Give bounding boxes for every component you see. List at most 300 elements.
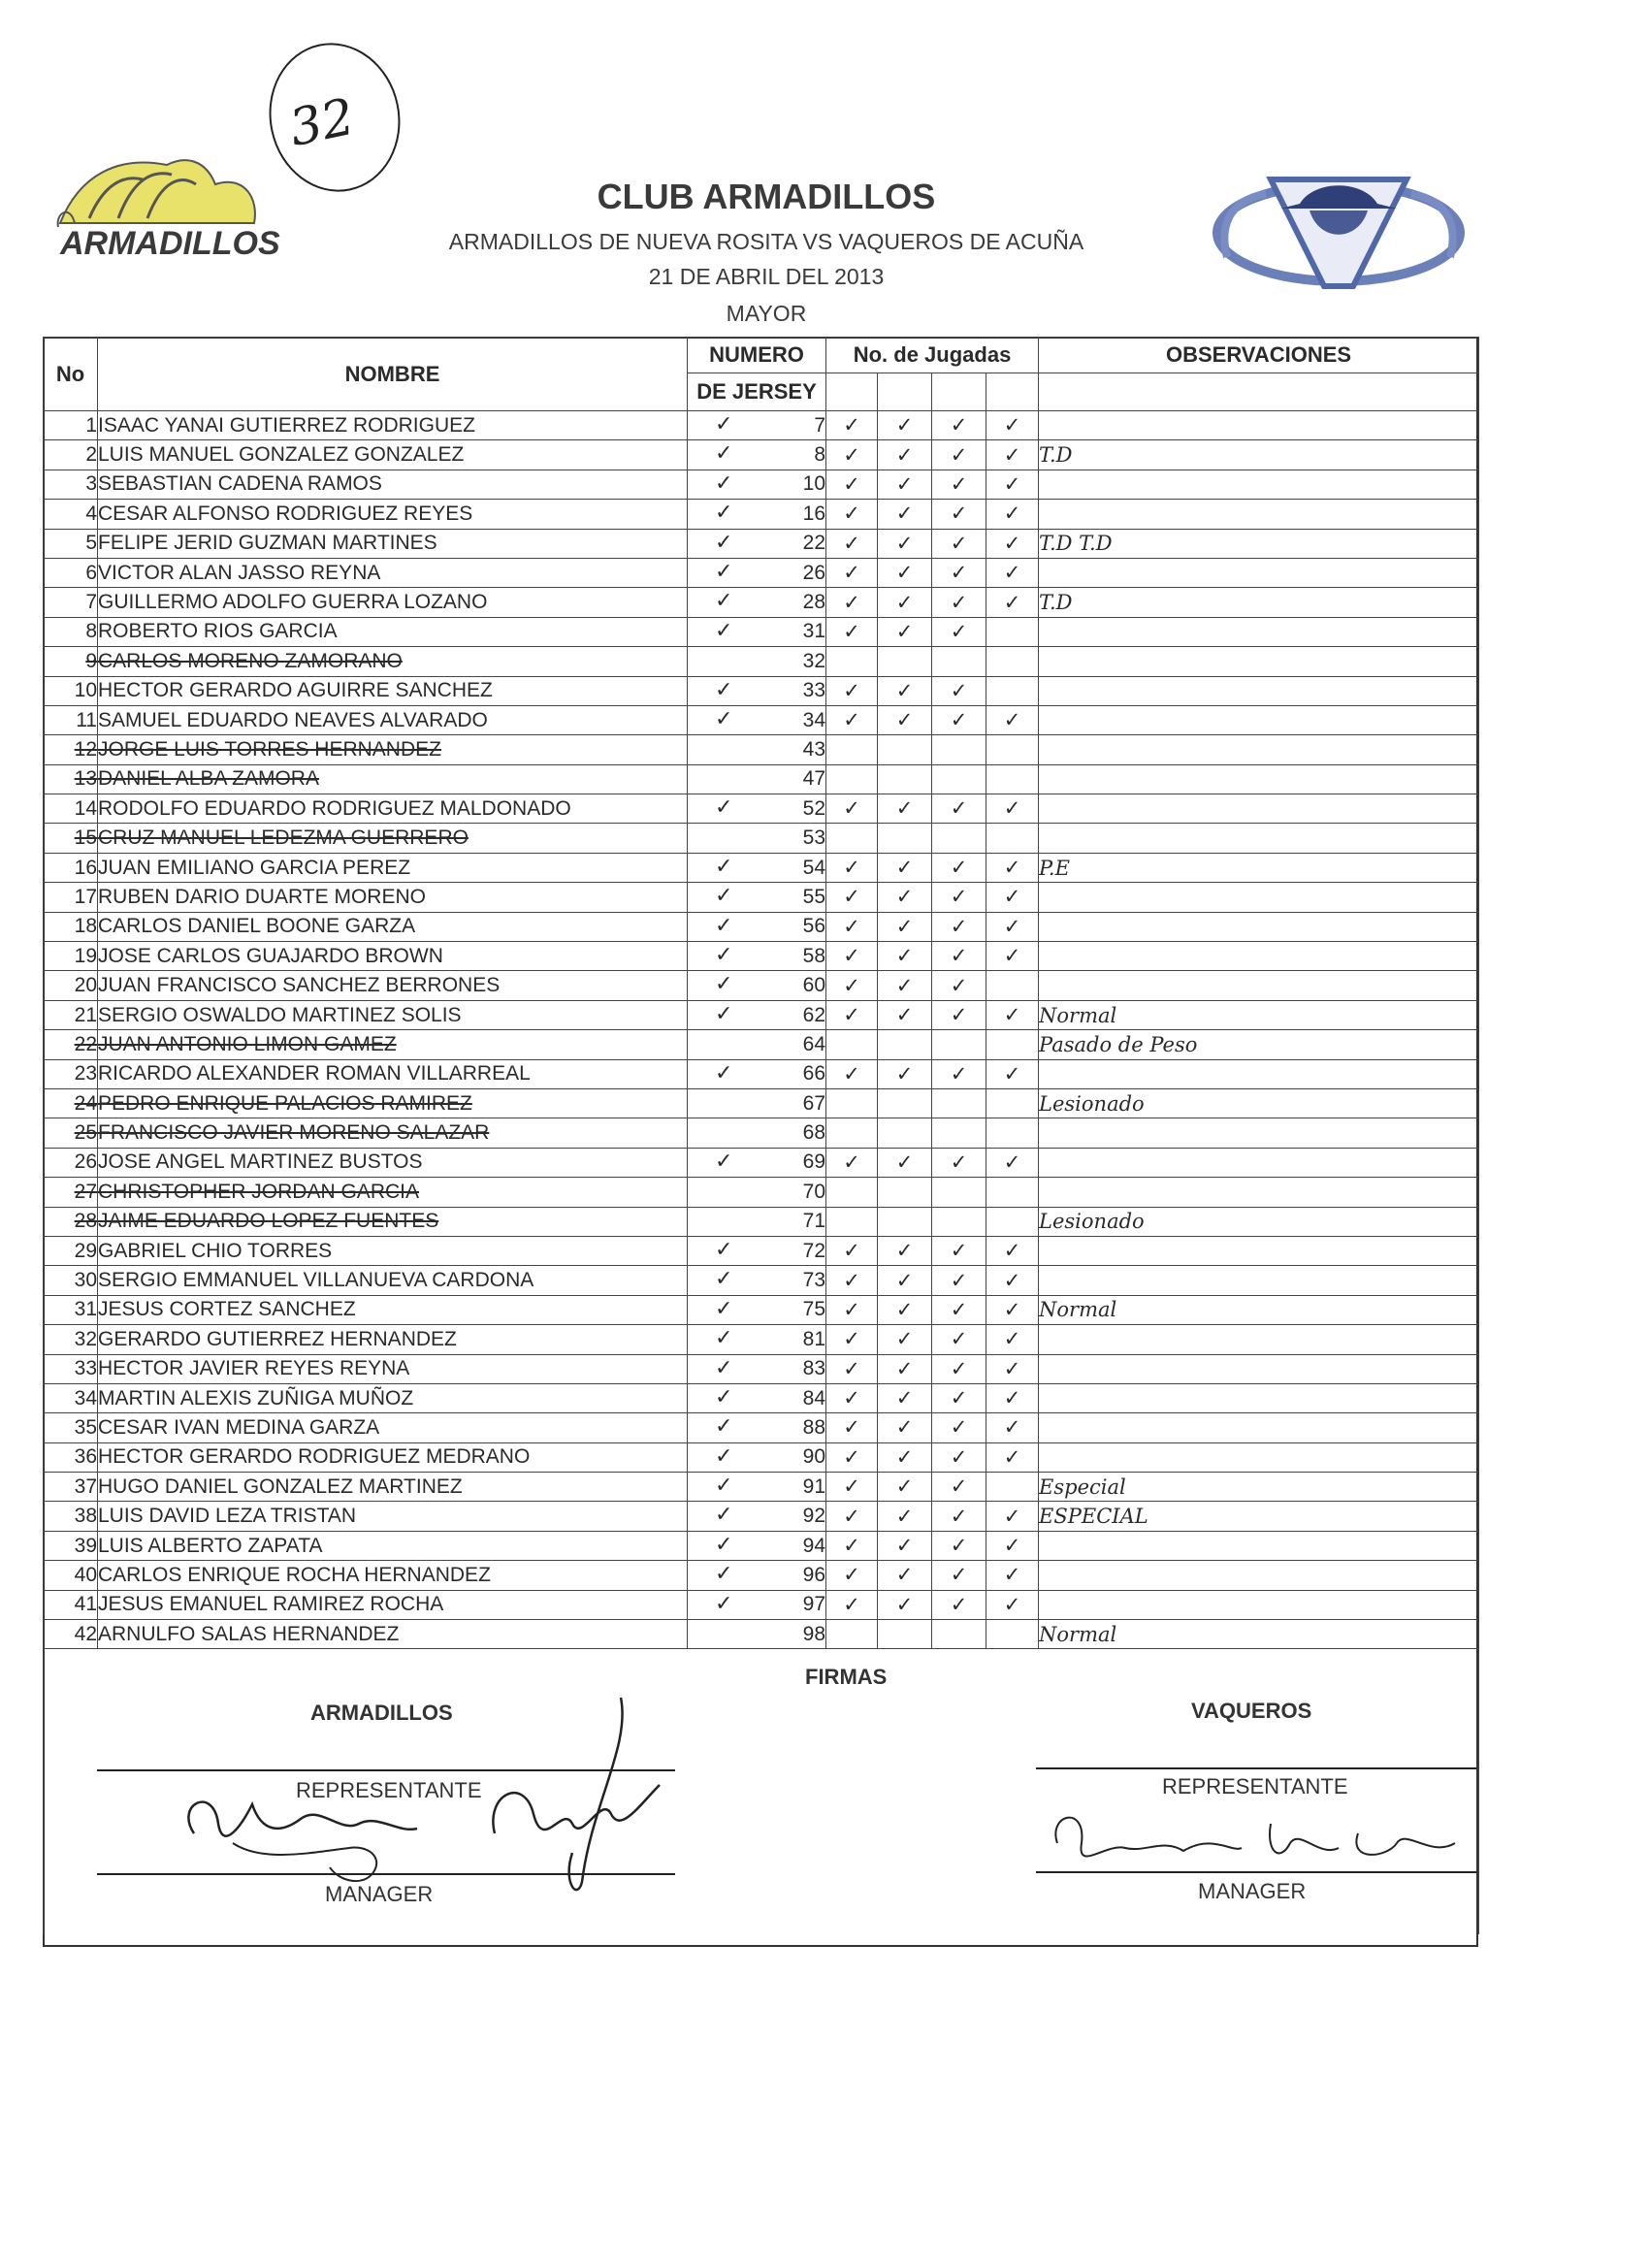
player-observation — [1039, 912, 1479, 941]
play-check-cell: ✓ — [878, 558, 932, 587]
player-row — [44, 1148, 1479, 1177]
player-number: 20 — [44, 971, 98, 1000]
player-number: 19 — [44, 942, 98, 971]
jersey-check-mark: ✓ — [715, 588, 733, 613]
player-name: LUIS ALBERTO ZAPATA — [98, 1531, 688, 1560]
player-number: 32 — [44, 1325, 98, 1354]
jersey-check-mark: ✓ — [715, 1590, 733, 1615]
play-check-cell: ✓ — [932, 1266, 986, 1295]
jersey-number: 56 — [802, 915, 825, 938]
player-jersey — [688, 705, 826, 734]
play-check-cell: ✓ — [932, 529, 986, 558]
player-name: JUAN ANTONIO LIMON GAMEZ — [98, 1030, 688, 1059]
play-check-cell: ✓ — [826, 942, 878, 971]
play-check-cell — [878, 1620, 932, 1649]
jersey-number: 8 — [814, 443, 825, 467]
play-check-cell: ✓ — [986, 558, 1039, 587]
player-observation — [1039, 1059, 1479, 1088]
play-check-cell — [986, 647, 1039, 676]
player-name: JORGE LUIS TORRES HERNANDEZ — [98, 735, 688, 764]
play-check-cell: ✓ — [932, 1236, 986, 1265]
play-check-cell: ✓ — [878, 676, 932, 705]
player-row — [44, 558, 1479, 587]
player-name: ARNULFO SALAS HERNANDEZ — [98, 1620, 688, 1649]
player-observation — [1039, 705, 1479, 734]
player-name: RICARDO ALEXANDER ROMAN VILLARREAL — [98, 1059, 688, 1088]
play-check-cell: ✓ — [986, 411, 1039, 440]
play-check-cell: ✓ — [932, 588, 986, 617]
player-name: JAIME EDUARDO LOPEZ FUENTES — [98, 1207, 688, 1236]
player-observation — [1039, 1590, 1479, 1619]
jersey-number: 66 — [802, 1062, 825, 1085]
play-check-cell: ✓ — [826, 529, 878, 558]
play-check-cell — [932, 824, 986, 853]
play-check-cell: ✓ — [878, 1266, 932, 1295]
jersey-number: 10 — [802, 472, 825, 496]
player-observation: Normal — [1039, 1295, 1479, 1324]
player-name: SEBASTIAN CADENA RAMOS — [98, 470, 688, 499]
player-name: GABRIEL CHIO TORRES — [98, 1236, 688, 1265]
play-check-cell — [826, 647, 878, 676]
armadillos-logo — [50, 146, 341, 267]
signatures-title: FIRMAS — [805, 1665, 888, 1689]
player-number: 31 — [44, 1295, 98, 1324]
jersey-number: 33 — [802, 679, 825, 702]
jersey-check-mark: ✓ — [715, 1383, 733, 1409]
player-number: 3 — [44, 470, 98, 499]
jersey-number: 69 — [802, 1150, 825, 1174]
player-number: 26 — [44, 1148, 98, 1177]
play-check-cell — [932, 1088, 986, 1118]
play-check-cell: ✓ — [878, 1295, 932, 1324]
jersey-number: 97 — [802, 1593, 825, 1616]
jersey-check-mark: ✓ — [715, 1325, 733, 1350]
rep-right-signature-line — [1036, 1767, 1476, 1769]
player-observation — [1039, 411, 1479, 440]
player-jersey — [688, 1502, 826, 1531]
player-name: GERARDO GUTIERREZ HERNANDEZ — [98, 1325, 688, 1354]
player-row — [44, 1590, 1479, 1619]
play-check-cell — [986, 824, 1039, 853]
player-jersey — [688, 500, 826, 529]
player-name: HECTOR JAVIER REYES REYNA — [98, 1354, 688, 1383]
player-row — [44, 1000, 1479, 1029]
player-jersey — [688, 558, 826, 587]
play-check-cell: ✓ — [986, 529, 1039, 558]
play-check-cell — [986, 1088, 1039, 1118]
player-number: 30 — [44, 1266, 98, 1295]
play-check-cell: ✓ — [878, 500, 932, 529]
player-observation — [1039, 1148, 1479, 1177]
play-check-cell: ✓ — [986, 1531, 1039, 1560]
jersey-number: 72 — [802, 1239, 825, 1262]
jersey-check-mark: ✓ — [715, 853, 733, 878]
player-name: SERGIO OSWALDO MARTINEZ SOLIS — [98, 1000, 688, 1029]
play-check-cell — [986, 1473, 1039, 1502]
jersey-number: 73 — [802, 1269, 825, 1292]
player-name: CESAR IVAN MEDINA GARZA — [98, 1413, 688, 1442]
play-check-cell: ✓ — [932, 1383, 986, 1412]
player-jersey — [688, 764, 826, 794]
player-jersey — [688, 1620, 826, 1649]
play-check-cell: ✓ — [878, 1473, 932, 1502]
play-check-cell: ✓ — [986, 883, 1039, 912]
logo-wordmark: ARMADILLOS — [60, 225, 280, 262]
player-name: LUIS MANUEL GONZALEZ GONZALEZ — [98, 440, 688, 470]
play-check-cell: ✓ — [878, 912, 932, 941]
play-check-cell: ✓ — [932, 705, 986, 734]
play-check-cell: ✓ — [986, 1148, 1039, 1177]
play-check-cell: ✓ — [826, 912, 878, 941]
play-check-cell: ✓ — [826, 1148, 878, 1177]
player-row — [44, 824, 1479, 853]
match-line: ARMADILLOS DE NUEVA ROSITA VS VAQUEROS DE ACUÑA — [448, 229, 1084, 254]
player-name: ROBERTO RIOS GARCIA — [98, 617, 688, 646]
player-jersey — [688, 1413, 826, 1442]
player-row — [44, 1030, 1479, 1059]
play-check-cell — [986, 1207, 1039, 1236]
col-observations-header: OBSERVACIONES — [1039, 338, 1479, 373]
play-check-cell: ✓ — [826, 883, 878, 912]
play-check-cell: ✓ — [986, 1413, 1039, 1442]
play-check-cell: ✓ — [878, 794, 932, 824]
jersey-check-mark: ✓ — [715, 794, 733, 820]
player-jersey — [688, 824, 826, 853]
play-check-cell: ✓ — [986, 1354, 1039, 1383]
play-check-cell: ✓ — [826, 617, 878, 646]
jersey-number: 32 — [802, 649, 825, 672]
jersey-check-mark: ✓ — [715, 1059, 733, 1085]
play-check-cell — [878, 735, 932, 764]
player-observation — [1039, 824, 1479, 853]
player-jersey — [688, 1295, 826, 1324]
play-check-cell: ✓ — [826, 500, 878, 529]
player-row — [44, 588, 1479, 617]
play-check-cell: ✓ — [932, 1148, 986, 1177]
play-check-cell: ✓ — [986, 1295, 1039, 1324]
player-name: VICTOR ALAN JASSO REYNA — [98, 558, 688, 587]
player-number: 2 — [44, 440, 98, 470]
play-check-cell: ✓ — [878, 942, 932, 971]
play-check-cell: ✓ — [826, 1383, 878, 1412]
play-check-cell — [878, 1178, 932, 1207]
play-check-cell: ✓ — [932, 440, 986, 470]
player-name: RUBEN DARIO DUARTE MORENO — [98, 883, 688, 912]
player-name: RODOLFO EDUARDO RODRIGUEZ MALDONADO — [98, 794, 688, 824]
play-check-cell: ✓ — [826, 1531, 878, 1560]
player-jersey — [688, 411, 826, 440]
player-observation: T.D — [1039, 440, 1479, 470]
player-jersey — [688, 1207, 826, 1236]
player-jersey — [688, 1059, 826, 1088]
play-check-cell — [986, 1118, 1039, 1148]
roster-table — [43, 337, 1479, 1934]
play-check-cell: ✓ — [986, 500, 1039, 529]
player-name: JOSE ANGEL MARTINEZ BUSTOS — [98, 1148, 688, 1177]
player-number: 29 — [44, 1236, 98, 1265]
jersey-number: 7 — [814, 413, 825, 437]
player-number: 12 — [44, 735, 98, 764]
play-check-cell: ✓ — [932, 411, 986, 440]
play-check-cell: ✓ — [932, 883, 986, 912]
jersey-number: 71 — [802, 1210, 825, 1233]
player-number: 34 — [44, 1383, 98, 1412]
jersey-number: 68 — [802, 1121, 825, 1145]
player-name: CESAR ALFONSO RODRIGUEZ REYES — [98, 500, 688, 529]
player-observation: Especial — [1039, 1473, 1479, 1502]
jersey-number: 54 — [802, 856, 825, 879]
player-jersey — [688, 1118, 826, 1148]
play-check-cell: ✓ — [878, 1059, 932, 1088]
player-row — [44, 1236, 1479, 1265]
player-row — [44, 883, 1479, 912]
player-row — [44, 500, 1479, 529]
player-row — [44, 942, 1479, 971]
player-row — [44, 529, 1479, 558]
col-name-header: NOMBRE — [98, 338, 688, 411]
player-observation — [1039, 1178, 1479, 1207]
jersey-number: 34 — [802, 708, 825, 731]
play-check-cell: ✓ — [826, 705, 878, 734]
play-check-cell: ✓ — [932, 558, 986, 587]
player-observation — [1039, 1531, 1479, 1560]
play-check-cell: ✓ — [826, 558, 878, 587]
player-row — [44, 1266, 1479, 1295]
play-check-cell: ✓ — [878, 705, 932, 734]
play-check-cell: ✓ — [826, 588, 878, 617]
player-number: 1 — [44, 411, 98, 440]
play-check-cell — [932, 1030, 986, 1059]
play-check-cell — [932, 647, 986, 676]
jersey-number: 43 — [802, 737, 825, 761]
play-check-cell: ✓ — [986, 705, 1039, 734]
jersey-number: 67 — [802, 1091, 825, 1115]
play-check-cell: ✓ — [932, 1473, 986, 1502]
play-check-cell — [932, 1620, 986, 1649]
player-jersey — [688, 470, 826, 499]
play-check-cell: ✓ — [932, 942, 986, 971]
jersey-check-mark: ✓ — [715, 617, 733, 642]
play-check-cell: ✓ — [878, 1442, 932, 1472]
player-name: PEDRO ENRIQUE PALACIOS RAMIREZ — [98, 1088, 688, 1118]
player-row — [44, 676, 1479, 705]
player-jersey — [688, 912, 826, 941]
player-name: CRUZ MANUEL LEDEZMA GUERRERO — [98, 824, 688, 853]
player-jersey — [688, 1590, 826, 1619]
play-check-cell: ✓ — [932, 500, 986, 529]
player-observation — [1039, 735, 1479, 764]
manager-right-label: MANAGER — [1198, 1879, 1307, 1903]
player-jersey — [688, 1325, 826, 1354]
play-check-cell — [826, 1620, 878, 1649]
player-number: 35 — [44, 1413, 98, 1442]
play-check-cell: ✓ — [826, 1354, 878, 1383]
player-jersey — [688, 676, 826, 705]
jersey-number: 31 — [802, 620, 825, 643]
play-check-cell — [826, 1118, 878, 1148]
player-row — [44, 1295, 1479, 1324]
jersey-check-mark: ✓ — [715, 1473, 733, 1498]
play-check-cell: ✓ — [878, 529, 932, 558]
player-name: GUILLERMO ADOLFO GUERRA LOZANO — [98, 588, 688, 617]
player-observation: T.D — [1039, 588, 1479, 617]
player-row — [44, 1561, 1479, 1590]
play-check-cell: ✓ — [878, 1354, 932, 1383]
jersey-check-mark: ✓ — [715, 1236, 733, 1261]
player-row — [44, 440, 1479, 470]
player-jersey — [688, 1030, 826, 1059]
player-number: 18 — [44, 912, 98, 941]
player-row — [44, 617, 1479, 646]
jersey-number: 98 — [802, 1622, 825, 1645]
player-number: 28 — [44, 1207, 98, 1236]
play-check-cell: ✓ — [878, 853, 932, 882]
jersey-number: 92 — [802, 1505, 825, 1528]
player-jersey — [688, 1266, 826, 1295]
jersey-check-mark: ✓ — [715, 440, 733, 466]
play-check-cell: ✓ — [986, 853, 1039, 882]
play-check-cell — [878, 824, 932, 853]
play-check-cell: ✓ — [826, 1266, 878, 1295]
play-check-cell: ✓ — [878, 1325, 932, 1354]
play-check-cell: ✓ — [932, 1502, 986, 1531]
play-check-cell — [878, 1088, 932, 1118]
player-row — [44, 1473, 1479, 1502]
play-check-cell: ✓ — [826, 1295, 878, 1324]
player-observation — [1039, 1354, 1479, 1383]
play-check-cell: ✓ — [986, 1442, 1039, 1472]
player-observation — [1039, 883, 1479, 912]
jersey-number: 22 — [802, 532, 825, 555]
jersey-number: 26 — [802, 561, 825, 584]
play-check-cell — [826, 824, 878, 853]
player-name: FELIPE JERID GUZMAN MARTINES — [98, 529, 688, 558]
player-number: 40 — [44, 1561, 98, 1590]
play-check-cell: ✓ — [826, 1059, 878, 1088]
jersey-check-mark: ✓ — [715, 558, 733, 583]
jersey-check-mark: ✓ — [715, 912, 733, 937]
play-check-cell: ✓ — [932, 1531, 986, 1560]
player-observation: Lesionado — [1039, 1207, 1479, 1236]
play-check-cell: ✓ — [878, 1561, 932, 1590]
player-row — [44, 912, 1479, 941]
player-row — [44, 1178, 1479, 1207]
player-row — [44, 1207, 1479, 1236]
play-check-cell — [878, 1030, 932, 1059]
player-observation: T.D T.D — [1039, 529, 1479, 558]
play-check-cell: ✓ — [932, 617, 986, 646]
play-check-cell: ✓ — [878, 411, 932, 440]
play-check-cell: ✓ — [878, 1236, 932, 1265]
play-check-cell: ✓ — [986, 588, 1039, 617]
play-check-cell: ✓ — [986, 1266, 1039, 1295]
player-row — [44, 1502, 1479, 1531]
play-check-cell: ✓ — [932, 912, 986, 941]
player-name: JESUS EMANUEL RAMIREZ ROCHA — [98, 1590, 688, 1619]
team-right-label: VAQUEROS — [1191, 1699, 1312, 1723]
jersey-number: 88 — [802, 1415, 825, 1439]
play-check-cell — [826, 1088, 878, 1118]
player-jersey — [688, 1000, 826, 1029]
player-jersey — [688, 440, 826, 470]
player-observation — [1039, 558, 1479, 587]
play-check-cell — [878, 764, 932, 794]
player-number: 9 — [44, 647, 98, 676]
jersey-check-mark: ✓ — [715, 942, 733, 967]
player-name: LUIS DAVID LEZA TRISTAN — [98, 1502, 688, 1531]
jersey-check-mark: ✓ — [715, 1354, 733, 1379]
player-number: 41 — [44, 1590, 98, 1619]
play-check-cell: ✓ — [878, 1590, 932, 1619]
player-number: 10 — [44, 676, 98, 705]
player-name: MARTIN ALEXIS ZUÑIGA MUÑOZ — [98, 1383, 688, 1412]
play-check-cell: ✓ — [986, 1383, 1039, 1412]
player-observation: P.E — [1039, 853, 1479, 882]
player-jersey — [688, 529, 826, 558]
play-check-cell: ✓ — [932, 1354, 986, 1383]
jersey-check-mark: ✓ — [715, 1413, 733, 1439]
play-check-cell: ✓ — [826, 1442, 878, 1472]
player-row — [44, 705, 1479, 734]
jersey-number: 91 — [802, 1474, 825, 1498]
player-number: 15 — [44, 824, 98, 853]
jersey-check-mark: ✓ — [715, 1148, 733, 1173]
play-check-cell — [986, 1030, 1039, 1059]
player-jersey — [688, 1088, 826, 1118]
player-number: 14 — [44, 794, 98, 824]
jersey-number: 47 — [802, 767, 825, 791]
player-name: CARLOS ENRIQUE ROCHA HERNANDEZ — [98, 1561, 688, 1590]
player-number: 39 — [44, 1531, 98, 1560]
player-observation: Normal — [1039, 1000, 1479, 1029]
player-row — [44, 1118, 1479, 1148]
player-observation — [1039, 1325, 1479, 1354]
player-jersey — [688, 1354, 826, 1383]
player-observation — [1039, 1266, 1479, 1295]
jersey-check-mark: ✓ — [715, 1442, 733, 1468]
player-number: 5 — [44, 529, 98, 558]
jersey-check-mark: ✓ — [715, 1295, 733, 1320]
player-name: HUGO DANIEL GONZALEZ MARTINEZ — [98, 1473, 688, 1502]
play-check-cell: ✓ — [878, 588, 932, 617]
play-check-cell: ✓ — [932, 971, 986, 1000]
player-observation — [1039, 1413, 1479, 1442]
player-jersey — [688, 1236, 826, 1265]
player-number: 22 — [44, 1030, 98, 1059]
player-jersey — [688, 853, 826, 882]
jersey-number: 94 — [802, 1534, 825, 1557]
jersey-check-mark: ✓ — [715, 1531, 733, 1556]
jersey-check-mark: ✓ — [715, 676, 733, 701]
play-check-cell: ✓ — [986, 1502, 1039, 1531]
player-number: 11 — [44, 705, 98, 734]
document-title: CLUB ARMADILLOS — [597, 177, 936, 216]
player-observation — [1039, 971, 1479, 1000]
player-observation — [1039, 1383, 1479, 1412]
team-left-label: ARMADILLOS — [310, 1701, 453, 1725]
play-check-cell — [932, 764, 986, 794]
player-observation — [1039, 1561, 1479, 1590]
play-check-cell — [932, 1178, 986, 1207]
play-check-cell: ✓ — [986, 470, 1039, 499]
player-observation — [1039, 500, 1479, 529]
player-row — [44, 1325, 1479, 1354]
player-name: SAMUEL EDUARDO NEAVES ALVARADO — [98, 705, 688, 734]
jersey-number: 60 — [802, 974, 825, 997]
play-check-cell: ✓ — [826, 1590, 878, 1619]
play-check-cell: ✓ — [878, 1531, 932, 1560]
player-jersey — [688, 942, 826, 971]
